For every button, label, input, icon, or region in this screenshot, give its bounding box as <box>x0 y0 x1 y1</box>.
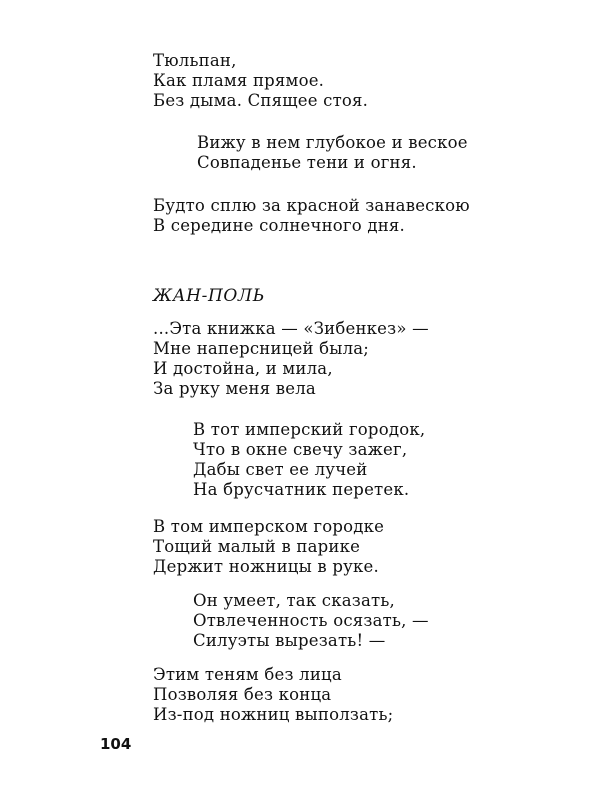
verse-line: В тот имперский городок, <box>193 420 426 439</box>
poem1-stanza-3 <box>153 196 470 236</box>
verse-line: Что в окне свечу зажег, <box>193 440 408 459</box>
poem2-stanza-5 <box>153 665 393 725</box>
verse-line: Как пламя прямое. <box>153 71 325 90</box>
verse-line: За руку меня вела <box>153 379 316 398</box>
verse-line: Без дыма. Спящее стоя. <box>153 91 369 110</box>
verse-line: Этим теням без лица <box>153 665 342 684</box>
poem2-stanza-1 <box>153 319 429 399</box>
verse-line: И достойна, и мила, <box>153 359 333 378</box>
poem2-stanza-4 <box>193 591 429 651</box>
poem2-stanza-3 <box>153 517 384 577</box>
verse-line: Позволяя без конца <box>153 685 332 704</box>
verse-line: Тощий малый в парике <box>153 537 361 556</box>
verse-line: В том имперском городке <box>153 517 385 536</box>
verse-line: Будто сплю за красной занавескою <box>153 196 470 215</box>
poem-title: ЖАН-ПОЛЬ <box>153 286 265 306</box>
verse-line: Из-под ножниц выползать; <box>153 705 394 724</box>
verse-line: Совпаденье тени и огня. <box>197 153 417 172</box>
poem2-stanza-2 <box>193 420 425 500</box>
verse-line: Отвлеченность осязать, — <box>193 611 429 630</box>
verse-line: Мне наперсницей была; <box>153 339 370 358</box>
verse-line: Вижу в нем глубокое и веское <box>197 133 468 152</box>
verse-line: ...Эта книжка — «Зибенкез» — <box>153 319 429 338</box>
page-number: 104 <box>100 735 132 753</box>
verse-line: На брусчатник перетек. <box>193 480 410 499</box>
poem1-stanza-1 <box>153 51 368 111</box>
poem1-stanza-2 <box>197 133 468 173</box>
verse-line: В середине солнечного дня. <box>153 216 405 235</box>
verse-line: Тюльпан, <box>153 51 237 70</box>
verse-line: Силуэты вырезать! — <box>193 631 386 650</box>
verse-line: Держит ножницы в руке. <box>153 557 379 576</box>
verse-line: Дабы свет ее лучей <box>193 460 368 479</box>
verse-line: Он умеет, так сказать, <box>193 591 395 610</box>
